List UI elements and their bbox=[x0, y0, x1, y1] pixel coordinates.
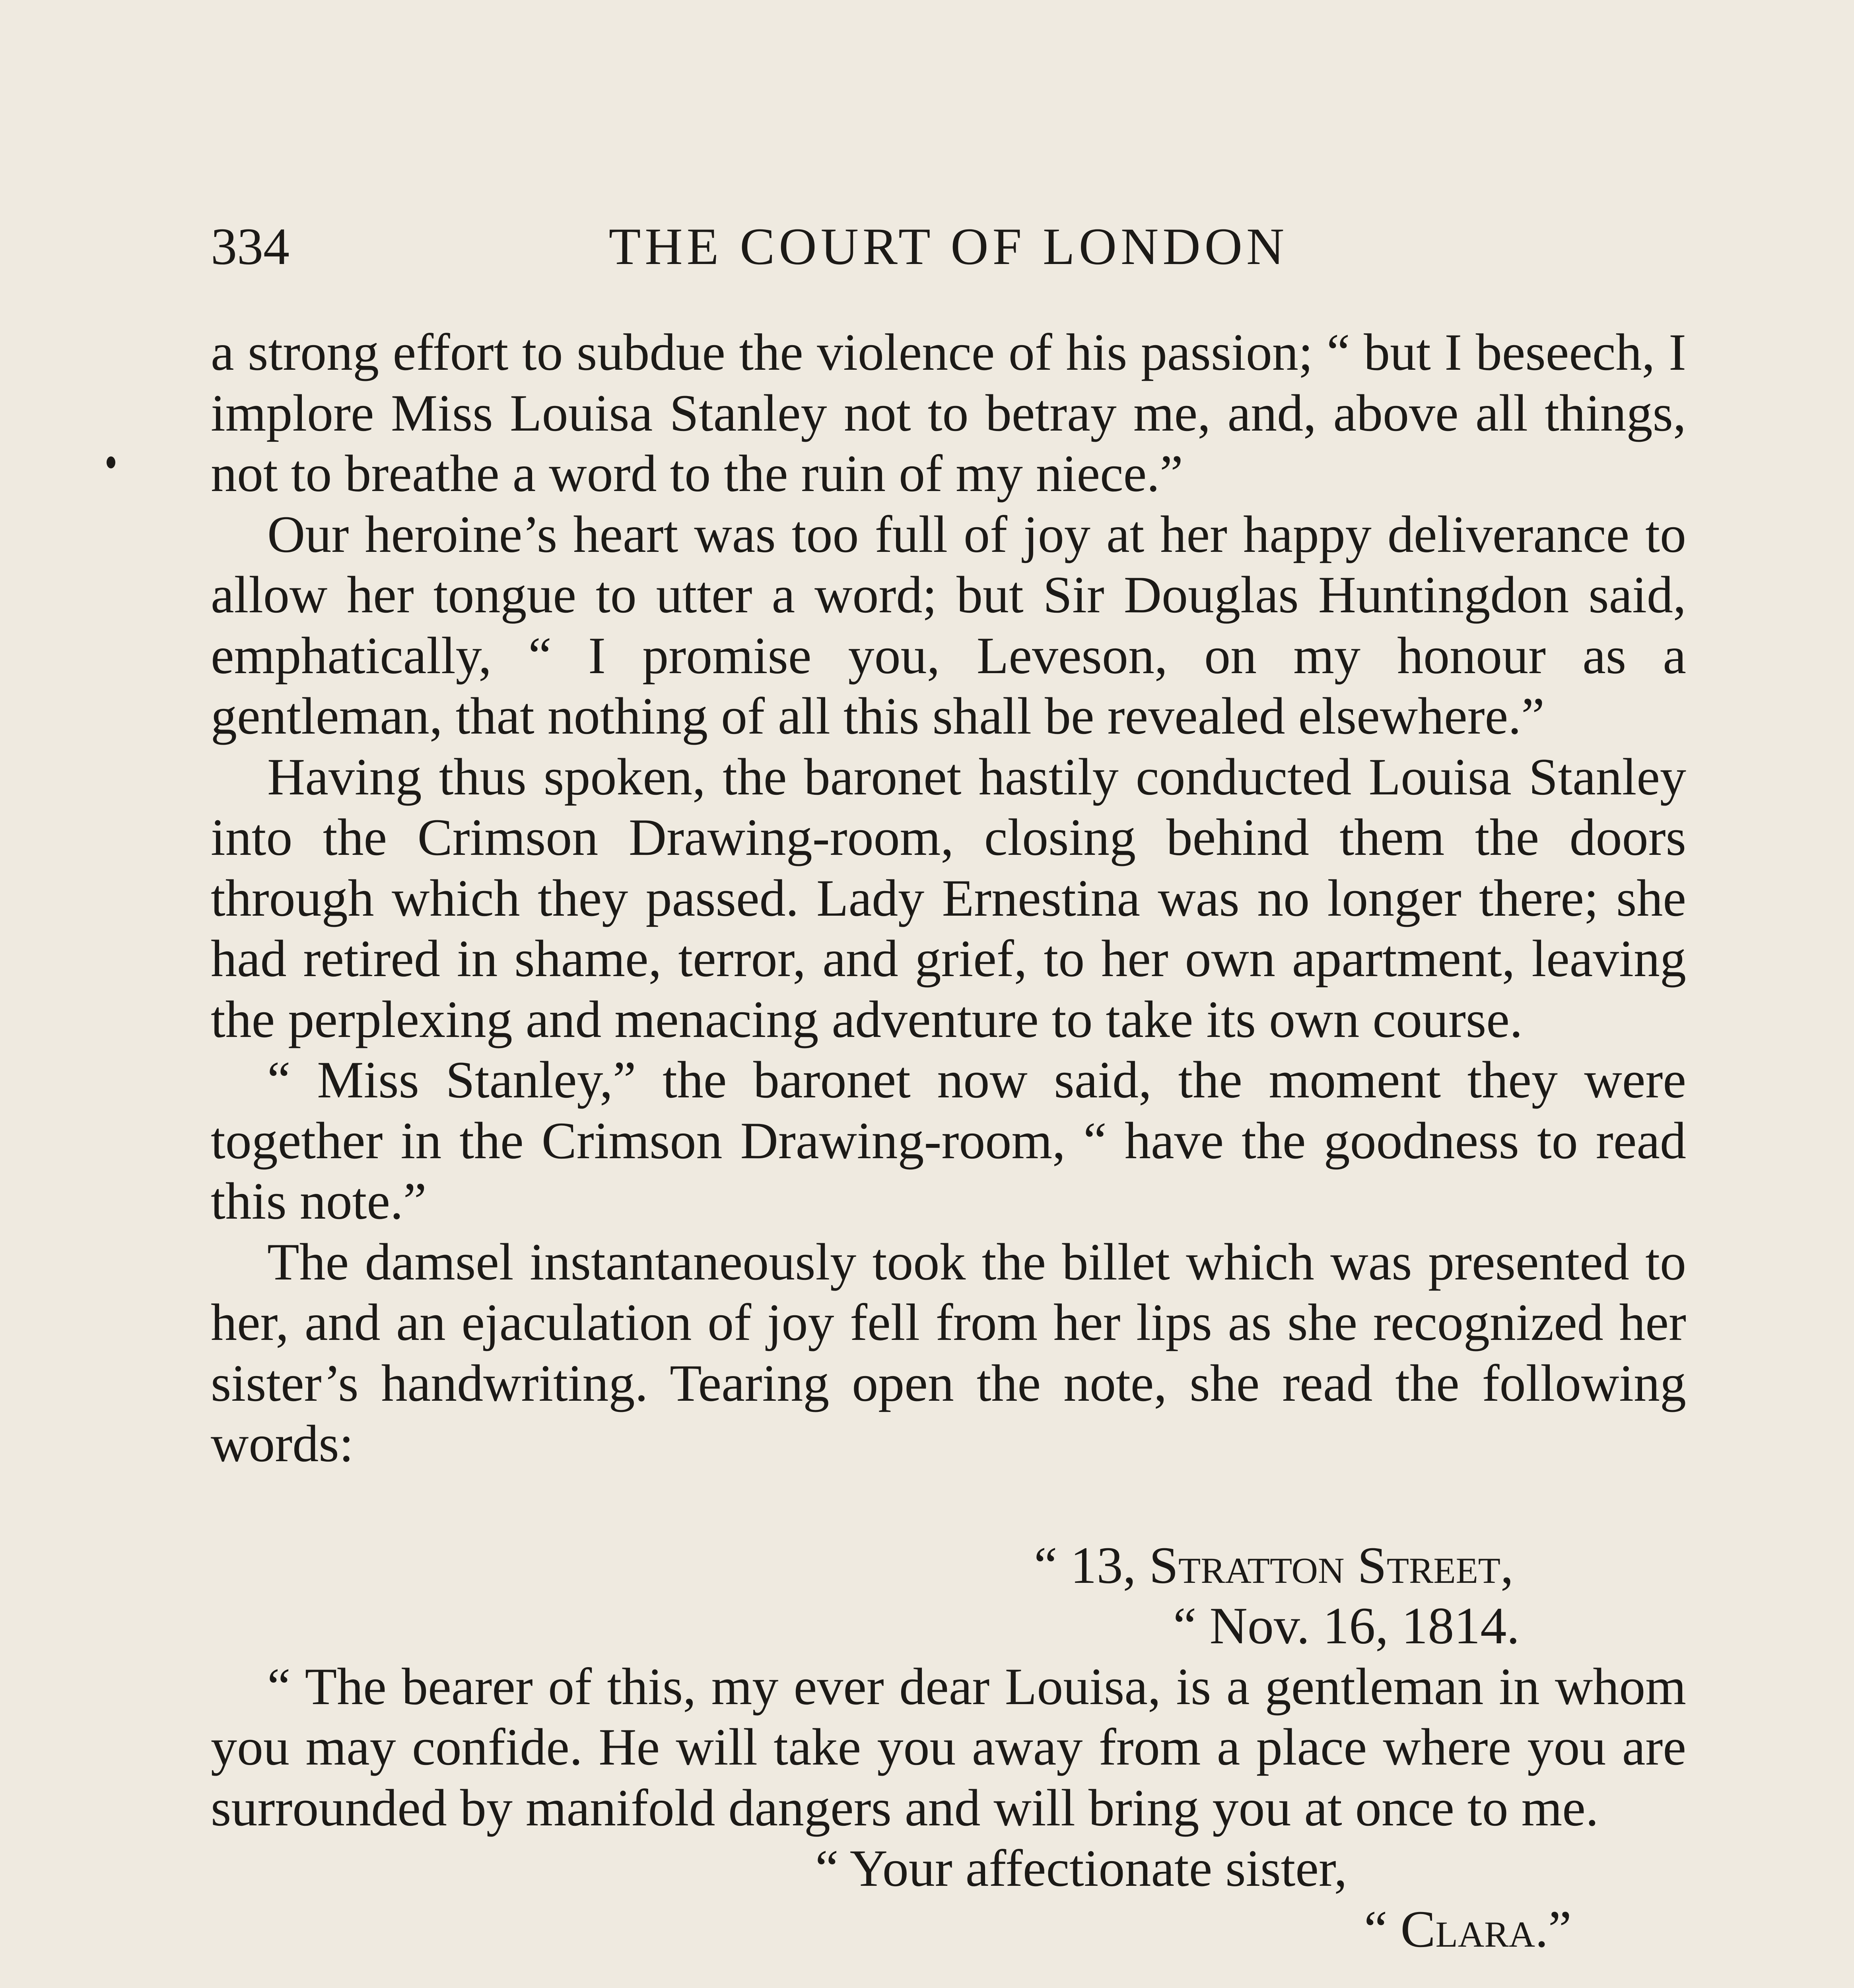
letter-date: “ Nov. 16, 1814. bbox=[1173, 1596, 1520, 1655]
letter bbox=[211, 1535, 1686, 1960]
margin-dot-mark bbox=[107, 456, 115, 468]
paragraph-1: a strong effort to subdue the violence of his passion; “ but I beseech, I implore Miss Louisa Stanley not to betray me, and, above all things, not to breathe a word to the ruin of my niece.” bbox=[211, 323, 1686, 503]
paragraph-3: Having thus spoken, the baronet hastily conducted Louisa Stanley into the Crimson Drawing-room, closing behind them the doors through which they passed. Lady Ernestina was no longer there; she had retired in shame, terror, and grief, to her own apartment, leaving the perplexing and menacing adventure to take its own course. bbox=[211, 747, 1686, 1048]
paragraph-2: Our heroine’s heart was too full of joy at her happy deliverance to allow her tongue to utter a word; but Sir Douglas Huntingdon said, emphatically, “ I promise you, Leveson, on my honour as a gentleman, that nothing of all this shall be revealed elsewhere.” bbox=[211, 505, 1686, 745]
body-text bbox=[211, 322, 1686, 1988]
paragraph-5: The damsel instantaneously took the billet which was presented to her, and an ejaculation of joy fell from her lips as she recognized her sister’s handwriting. Tearing open the note, she read the following words: bbox=[211, 1232, 1686, 1473]
paragraph-4: “ Miss Stanley,” the baronet now said, the moment they were together in the Crimson Drawing-room, “ have the goodness to read this note.” bbox=[211, 1050, 1686, 1230]
page-header bbox=[211, 215, 1686, 278]
page-number: 334 bbox=[211, 217, 290, 276]
running-head: THE COURT OF LONDON bbox=[608, 217, 1288, 276]
letter-address: “ 13, Stratton Street, bbox=[1034, 1536, 1514, 1594]
letter-closing: “ Your affectionate sister, bbox=[815, 1839, 1347, 1897]
letter-text: “ The bearer of this, my ever dear Louisa, is a gentleman in whom you may confide. He will take you away from a place where you are surrounded by manifold dangers and will bring you at once to me. bbox=[211, 1657, 1686, 1837]
letter-signature: “ Clara.” bbox=[1364, 1899, 1572, 1958]
